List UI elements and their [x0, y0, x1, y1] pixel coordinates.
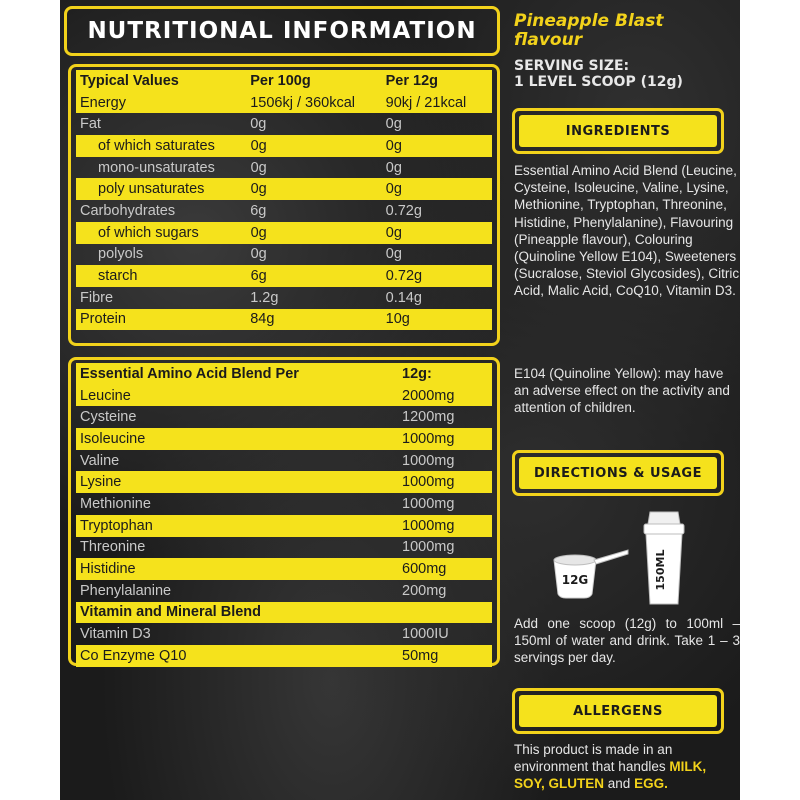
row-label: Valine	[80, 452, 120, 469]
amino-header-value: 12g:	[402, 365, 432, 382]
row-label: Fibre	[80, 289, 114, 306]
row-per-100g: 1506kj / 360kcal	[250, 94, 356, 111]
serving-size	[514, 58, 738, 90]
serving-size-value: 1 LEVEL SCOOP (12g)	[514, 74, 683, 90]
table-row	[76, 265, 492, 287]
row-label: Energy	[80, 94, 126, 111]
row-per-12g: 0g	[385, 246, 402, 263]
amino-header-row	[76, 363, 492, 385]
row-label: Threonine	[80, 539, 146, 556]
ingredients-heading-box	[512, 108, 724, 154]
table-row	[76, 406, 492, 428]
row-label: Methionine	[80, 495, 151, 512]
row-per-100g: 0g	[250, 159, 267, 176]
header-per-12g: Per 12g	[385, 72, 439, 89]
table-row	[76, 493, 492, 515]
row-value: 1000mg	[402, 539, 455, 556]
ingredients-heading: INGREDIENTS	[519, 115, 717, 147]
row-label: poly unsaturates	[98, 181, 205, 198]
table-row	[76, 222, 492, 244]
scoop-icon	[550, 540, 630, 600]
row-label: Carbohydrates	[80, 202, 176, 219]
row-per-12g: 0.72g	[385, 202, 422, 219]
table-row	[76, 157, 492, 179]
row-per-100g: 0g	[250, 246, 267, 263]
row-value: 1000mg	[402, 452, 455, 469]
row-label: of which sugars	[98, 224, 199, 241]
shaker-icon	[634, 510, 694, 606]
table-row	[76, 309, 492, 331]
row-label: Phenylalanine	[80, 582, 172, 599]
vitamin-header-label: Vitamin and Mineral Blend	[80, 604, 262, 621]
row-per-100g: 6g	[250, 202, 267, 219]
row-per-12g: 0.14g	[385, 289, 422, 306]
row-per-100g: 84g	[250, 311, 275, 328]
shaker-label: 150ML	[654, 549, 667, 591]
row-value: 1000mg	[402, 430, 455, 447]
directions-heading-box	[512, 450, 724, 496]
table-row	[76, 645, 492, 667]
table-row	[76, 113, 492, 135]
allergens-text	[514, 741, 740, 793]
table-row	[76, 244, 492, 266]
table-row	[76, 135, 492, 157]
row-label: Isoleucine	[80, 430, 146, 447]
ingredients-warning: E104 (Quinoline Yellow): may have an adverse effect on the activity and attention of children.	[514, 366, 730, 416]
row-per-100g: 0g	[250, 224, 267, 241]
row-value: 1000mg	[402, 474, 455, 491]
row-per-100g: 1.2g	[250, 289, 279, 306]
row-label: Fat	[80, 116, 101, 133]
allergens-highlight-egg: EGG.	[634, 776, 668, 792]
table-row	[76, 580, 492, 602]
table-row	[76, 515, 492, 537]
row-value: 1000mg	[402, 495, 455, 512]
scoop-label: 12G	[561, 573, 589, 587]
amino-header-label: Essential Amino Acid Blend Per	[80, 365, 299, 382]
allergens-heading-box	[512, 688, 724, 734]
row-per-12g: 0g	[385, 116, 402, 133]
row-label: mono-unsaturates	[98, 159, 215, 176]
table-row	[76, 471, 492, 493]
table-row	[76, 450, 492, 472]
row-per-12g: 0g	[385, 159, 402, 176]
allergens-heading: ALLERGENS	[519, 695, 717, 727]
row-per-12g: 0g	[385, 224, 402, 241]
row-label: Cysteine	[80, 409, 137, 426]
row-label: Vitamin D3	[80, 626, 151, 643]
row-value: 1200mg	[402, 409, 455, 426]
row-per-100g: 0g	[250, 181, 267, 198]
row-label: Lysine	[80, 474, 122, 491]
row-label: Co Enzyme Q10	[80, 647, 187, 664]
row-per-12g: 10g	[385, 311, 410, 328]
row-label: Tryptophan	[80, 517, 153, 534]
table-row	[76, 200, 492, 222]
product-label	[60, 0, 740, 800]
directions-text: Add one scoop (12g) to 100ml – 150ml of water and drink. Take 1 – 3 servings per day.	[514, 616, 740, 666]
table-row	[76, 287, 492, 309]
row-value: 2000mg	[402, 387, 455, 404]
row-per-12g: 90kj / 21kcal	[385, 94, 467, 111]
row-value: 200mg	[402, 582, 447, 599]
row-per-12g: 0g	[385, 137, 402, 154]
nutrition-header-row	[76, 70, 492, 92]
header-per-100g: Per 100g	[250, 72, 311, 89]
allergens-text-and: and	[607, 776, 631, 792]
row-per-100g: 0g	[250, 116, 267, 133]
vitamin-header-row	[76, 602, 492, 624]
allergens-text-main: This product is made in an environment that handles	[514, 742, 673, 775]
row-value: 600mg	[402, 561, 447, 578]
amino-acid-table	[68, 357, 500, 666]
table-row	[76, 558, 492, 580]
table-row	[76, 385, 492, 407]
row-value: 50mg	[402, 647, 439, 664]
table-row	[76, 623, 492, 645]
row-per-100g: 0g	[250, 137, 267, 154]
page-title: NUTRITIONAL INFORMATION	[64, 6, 500, 56]
ingredients-text: Essential Amino Acid Blend (Leucine, Cysteine, Isoleucine, Valine, Lysine, Methionine, Tryptophan, Threonine, Histidine, Phenylalanine), Flavouring (Pineapple flavour), Colouring (Quinoline Yellow E104), Sweeteners (Sucralose, Steviol Glycosides), Citric Acid, Malic Acid, CoQ10, Vitamin D3.	[514, 163, 740, 299]
row-per-100g: 6g	[250, 268, 267, 285]
header-typical-values: Typical Values	[80, 72, 179, 89]
nutrition-table	[68, 64, 500, 346]
row-value: 1000IU	[402, 626, 449, 643]
row-value: 1000mg	[402, 517, 455, 534]
table-row	[76, 537, 492, 559]
directions-heading: DIRECTIONS & USAGE	[519, 457, 717, 489]
allergens-highlight: MILK, SOY, GLUTEN	[514, 759, 707, 792]
table-row	[76, 178, 492, 200]
row-label: of which saturates	[98, 137, 215, 154]
row-label: starch	[98, 268, 138, 285]
row-label: Leucine	[80, 387, 131, 404]
flavour-name: Pineapple Blast flavour	[514, 11, 664, 50]
table-row	[76, 428, 492, 450]
row-label: Histidine	[80, 561, 136, 578]
row-per-12g: 0.72g	[385, 268, 423, 285]
row-label: Protein	[80, 311, 126, 328]
serving-size-label: SERVING SIZE:	[514, 58, 630, 74]
row-per-12g: 0g	[385, 181, 402, 198]
table-row	[76, 92, 492, 114]
row-label: polyols	[98, 246, 144, 263]
